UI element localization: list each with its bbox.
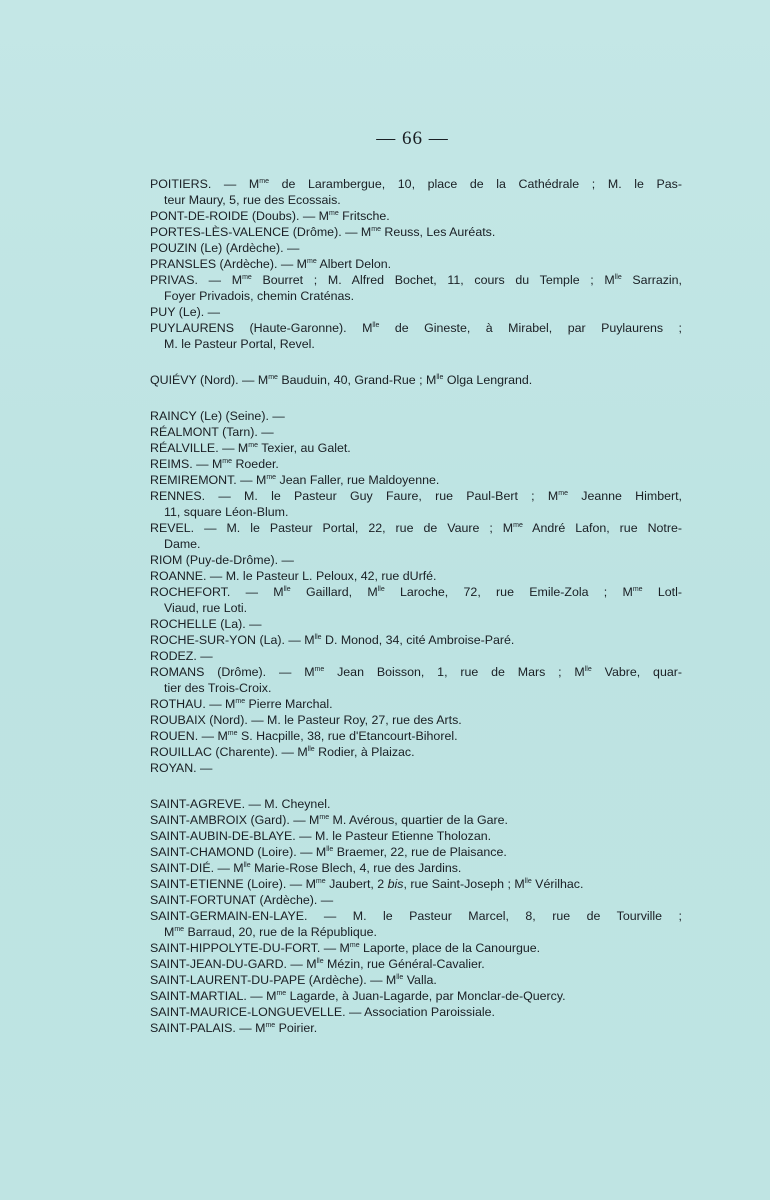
- entry-line: QUIÉVY (Nord). — $M^{me}$ Bauduin, 40, Grand-Rue ; $M^{lle}$ Olga Lengrand.: [150, 373, 533, 387]
- entry-line: RIOM (Puy-de-Drôme). —: [150, 553, 294, 567]
- entry-line: ROCHEFORT. — $M^{lle}$ Gaillard, $M^{lle}$ Laroche, 72, rue Emile-Zola ; $M^{me}$ Lotl-: [150, 585, 682, 599]
- directory-entry: [150, 812, 682, 828]
- directory-entry: [150, 616, 682, 632]
- directory-entry: [150, 712, 682, 728]
- entry-line: SAINT-PALAIS. — $M^{me}$ Poirier.: [150, 1021, 318, 1035]
- directory-entry: [150, 456, 682, 472]
- entry-line: PORTES-LÈS-VALENCE (Drôme). — $M^{me}$ Reuss, Les Auréats.: [150, 225, 496, 239]
- directory-entry: [150, 1004, 682, 1020]
- directory-entry: [150, 408, 682, 424]
- entry-line: SAINT-MAURICE-LONGUEVELLE. — Association Paroissiale.: [150, 1005, 495, 1019]
- entry-line: ROUEN. — $M^{me}$ S. Hacpille, 38, rue d'Etancourt-Bihorel.: [150, 729, 458, 743]
- entry-line: REIMS. — $M^{me}$ Roeder.: [150, 457, 279, 471]
- entry-line: ROYAN. —: [150, 761, 213, 775]
- entry-line: PRIVAS. — $M^{me}$ Bourret ; M. Alfred Bochet, 11, cours du Temple ; $M^{lle}$ Sarrazin,: [150, 273, 682, 287]
- directory-list: [150, 176, 682, 1036]
- directory-entry: [150, 176, 682, 208]
- directory-entry: [150, 372, 682, 388]
- directory-entry: [150, 972, 682, 988]
- entry-line: SAINT-JEAN-DU-GARD. — $M^{lle}$ Mézin, rue Général-Cavalier.: [150, 957, 485, 971]
- entry-line: SAINT-AGREVE. — M. Cheynel.: [150, 797, 331, 811]
- directory-entry: [150, 632, 682, 648]
- entry-line: SAINT-LAURENT-DU-PAPE (Ardèche). — $M^{lle}$ Valla.: [150, 973, 437, 987]
- directory-entry: [150, 224, 682, 240]
- entry-line: ROTHAU. — $M^{me}$ Pierre Marchal.: [150, 697, 333, 711]
- entry-line: ROUBAIX (Nord). — M. le Pasteur Roy, 27, rue des Arts.: [150, 713, 462, 727]
- entry-line: SAINT-AUBIN-DE-BLAYE. — M. le Pasteur Etienne Tholozan.: [150, 829, 492, 843]
- entry-continuation: 11, square Léon-Blum.: [164, 505, 289, 519]
- directory-entry: [150, 828, 682, 844]
- entry-line: SAINT-MARTIAL. — $M^{me}$ Lagarde, à Juan-Lagarde, par Monclar-de-Quercy.: [150, 989, 566, 1003]
- directory-entry: [150, 552, 682, 568]
- entry-line: ROCHELLE (La). —: [150, 617, 262, 631]
- directory-entry: [150, 584, 682, 616]
- entry-line: ROMANS (Drôme). — $M^{me}$ Jean Boisson, 1, rue de Mars ; $M^{lle}$ Vabre, quar-: [150, 665, 682, 679]
- directory-entry: [150, 320, 682, 352]
- directory-entry: [150, 568, 682, 584]
- entry-line: PONT-DE-ROIDE (Doubs). — $M^{me}$ Fritsche.: [150, 209, 390, 223]
- entry-line: SAINT-CHAMOND (Loire). — $M^{lle}$ Braemer, 22, rue de Plaisance.: [150, 845, 507, 859]
- directory-entry: [150, 844, 682, 860]
- entry-line: RÉALMONT (Tarn). —: [150, 425, 274, 439]
- directory-entry: [150, 956, 682, 972]
- directory-entry: [150, 472, 682, 488]
- entry-line: RAINCY (Le) (Seine). —: [150, 409, 285, 423]
- directory-entry: [150, 760, 682, 776]
- entry-line: REMIREMONT. — $M^{me}$ Jean Faller, rue Maldoyenne.: [150, 473, 440, 487]
- entry-continuation: Foyer Privadois, chemin Craténas.: [164, 289, 355, 303]
- directory-entry: [150, 860, 682, 876]
- entry-line: POUZIN (Le) (Ardèche). —: [150, 241, 300, 255]
- directory-entry: [150, 988, 682, 1004]
- group-spacer: [150, 776, 682, 796]
- entry-line: SAINT-DIÉ. — $M^{lle}$ Marie-Rose Blech, 4, rue des Jardins.: [150, 861, 462, 875]
- entry-line: ROUILLAC (Charente). — $M^{lle}$ Rodier, à Plaizac.: [150, 745, 415, 759]
- directory-entry: [150, 240, 682, 256]
- entry-continuation: M. le Pasteur Portal, Revel.: [164, 337, 315, 351]
- directory-entry: [150, 696, 682, 712]
- directory-entry: [150, 440, 682, 456]
- entry-continuation: $M^{me}$ Barraud, 20, rue de la République.: [164, 925, 377, 939]
- directory-entry: [150, 272, 682, 304]
- entry-line: SAINT-ETIENNE (Loire). — $M^{me}$ Jaubert, 2 bis, rue Saint-Joseph ; $M^{lle}$ Vérilhac.: [150, 877, 584, 891]
- directory-entry: [150, 208, 682, 224]
- entry-continuation: Dame.: [164, 537, 201, 551]
- entry-line: ROANNE. — M. le Pasteur L. Peloux, 42, rue dUrfé.: [150, 569, 437, 583]
- entry-line: REVEL. — M. le Pasteur Portal, 22, rue de Vaure ; $M^{me}$ André Lafon, rue Notre-: [150, 521, 683, 535]
- directory-entry: [150, 796, 682, 812]
- entry-line: SAINT-HIPPOLYTE-DU-FORT. — $M^{me}$ Laporte, place de la Canourgue.: [150, 941, 541, 955]
- entry-line: PUY (Le). —: [150, 305, 221, 319]
- entry-line: SAINT-FORTUNAT (Ardèche). —: [150, 893, 334, 907]
- directory-entry: [150, 256, 682, 272]
- entry-line: POITIERS. — $M^{me}$ de Larambergue, 10, place de la Cathédrale ; M. le Pas-: [150, 177, 683, 191]
- directory-entry: [150, 488, 682, 520]
- entry-continuation: teur Maury, 5, rue des Ecossais.: [164, 193, 341, 207]
- directory-entry: [150, 304, 682, 320]
- page-number: — 66 —: [376, 128, 449, 149]
- entry-line: RODEZ. —: [150, 649, 213, 663]
- directory-entry: [150, 892, 682, 908]
- entry-line: PRANSLES (Ardèche). — $M^{me}$ Albert Delon.: [150, 257, 392, 271]
- group-spacer: [150, 388, 682, 408]
- entry-line: RENNES. — M. le Pasteur Guy Faure, rue Paul-Bert ; $M^{me}$ Jeanne Himbert,: [150, 489, 682, 503]
- entry-line: SAINT-GERMAIN-EN-LAYE. — M. le Pasteur Marcel, 8, rue de Tourville ;: [150, 909, 682, 923]
- directory-entry: [150, 908, 682, 940]
- directory-entry: [150, 744, 682, 760]
- entry-line: PUYLAURENS (Haute-Garonne). $M^{lle}$ de Gineste, à Mirabel, par Puylaurens ;: [150, 321, 682, 335]
- directory-entry: [150, 520, 682, 552]
- directory-entry: [150, 940, 682, 956]
- directory-entry: [150, 1020, 682, 1036]
- entry-line: ROCHE-SUR-YON (La). — $M^{lle}$ D. Monod, 34, cité Ambroise-Paré.: [150, 633, 515, 647]
- entry-line: SAINT-AMBROIX (Gard). — $M^{me}$ M. Avérous, quartier de la Gare.: [150, 813, 508, 827]
- directory-entry: [150, 424, 682, 440]
- group-spacer: [150, 352, 682, 372]
- directory-entry: [150, 876, 682, 892]
- directory-entry: [150, 648, 682, 664]
- entry-continuation: Viaud, rue Loti.: [164, 601, 248, 615]
- directory-entry: [150, 728, 682, 744]
- directory-entry: [150, 664, 682, 696]
- entry-line: RÉALVILLE. — $M^{me}$ Texier, au Galet.: [150, 441, 351, 455]
- entry-continuation: tier des Trois-Croix.: [164, 681, 272, 695]
